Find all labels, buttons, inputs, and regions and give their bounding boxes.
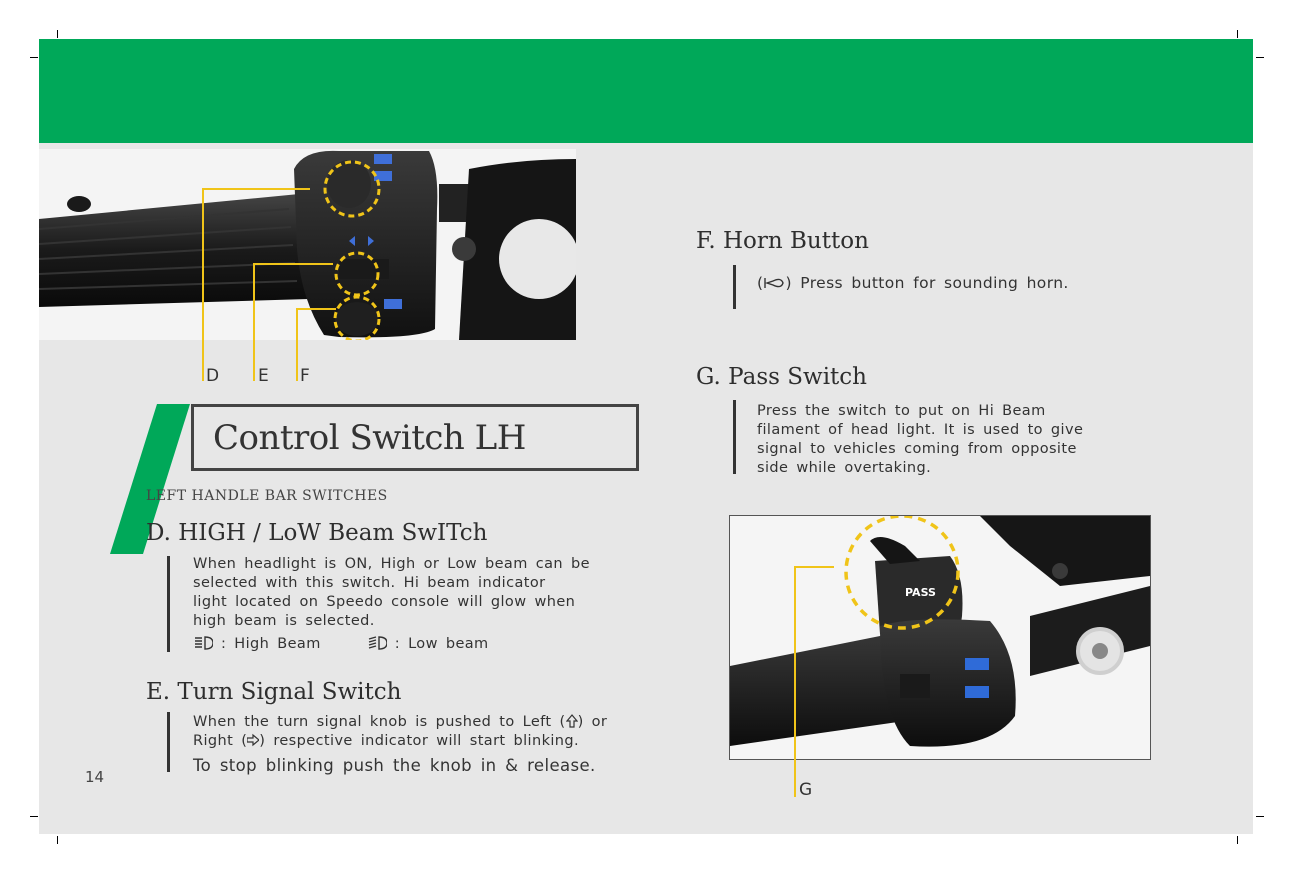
page-number: 14 bbox=[85, 768, 105, 786]
text-bar-d bbox=[167, 556, 170, 652]
text-bar-f bbox=[733, 265, 736, 309]
heading-e: E. Turn Signal Switch bbox=[146, 679, 402, 705]
header-green-bar bbox=[39, 39, 1253, 143]
horn-paren-open: ( bbox=[757, 274, 764, 292]
heading-d: D. HIGH / LoW Beam SwITch bbox=[146, 520, 488, 546]
section-e-text-part: Right ( bbox=[193, 733, 248, 749]
horn-icon bbox=[763, 276, 785, 290]
low-beam-label: : Low beam bbox=[394, 636, 489, 652]
section-e-line: To stop blinking push the knob in & release. bbox=[193, 756, 596, 775]
callout-line-f-h bbox=[296, 308, 336, 310]
section-e-text-part: When the turn signal knob is pushed to Left ( bbox=[193, 714, 566, 730]
pass-switch-photo bbox=[729, 515, 1151, 760]
callout-label-f: F bbox=[300, 366, 310, 386]
section-f-text bbox=[757, 274, 1069, 293]
high-beam-label: : High Beam bbox=[221, 636, 321, 652]
callout-label-e: E bbox=[258, 366, 269, 386]
left-arrow-icon bbox=[566, 714, 578, 728]
section-g-text bbox=[757, 402, 1083, 478]
section-g-line: side while overtaking. bbox=[757, 460, 932, 476]
crop-mark bbox=[57, 30, 58, 38]
section-d-line: selected with this switch. Hi beam indicator bbox=[193, 575, 546, 591]
section-g-line: Press the switch to put on Hi Beam bbox=[757, 403, 1046, 419]
callout-line-d-h bbox=[202, 188, 310, 190]
callout-line-e-h bbox=[253, 263, 333, 265]
section-g-line: filament of head light. It is used to give bbox=[757, 422, 1084, 438]
text-bar-g bbox=[733, 400, 736, 474]
section-g-line: signal to vehicles coming from opposite bbox=[757, 441, 1077, 457]
handlebar-switch-photo bbox=[39, 149, 576, 340]
callout-label-g: G bbox=[799, 780, 813, 800]
crop-mark bbox=[57, 836, 58, 844]
crop-mark bbox=[1256, 57, 1264, 58]
callout-line-d bbox=[202, 189, 204, 381]
crop-mark bbox=[1256, 816, 1264, 817]
horn-description: Press button for sounding horn. bbox=[800, 274, 1069, 292]
crop-mark bbox=[30, 816, 38, 817]
heading-f: F. Horn Button bbox=[696, 228, 869, 254]
section-e-text-part: ) or bbox=[577, 714, 608, 730]
section-d-line: When headlight is ON, High or Low beam can be bbox=[193, 556, 590, 572]
section-e-line bbox=[193, 713, 607, 732]
heading-g: G. Pass Switch bbox=[696, 364, 867, 390]
section-subtitle: LEFT HANDLE BAR SWITCHES bbox=[146, 488, 388, 504]
callout-label-d: D bbox=[206, 366, 220, 386]
section-e-text bbox=[193, 713, 607, 775]
callout-line-g bbox=[794, 567, 796, 797]
callout-line-g-h bbox=[794, 566, 834, 568]
beam-legend bbox=[193, 635, 590, 654]
crop-mark bbox=[1237, 30, 1238, 38]
crop-mark bbox=[1237, 836, 1238, 844]
pass-label: PASS bbox=[905, 586, 936, 599]
section-d-line: light located on Speedo console will glow when bbox=[193, 594, 576, 610]
section-d-text bbox=[193, 555, 590, 654]
low-beam-icon bbox=[367, 635, 387, 651]
page-title: Control Switch LH bbox=[213, 418, 526, 458]
section-e-line bbox=[193, 732, 607, 751]
callout-line-e bbox=[253, 264, 255, 381]
text-bar-e bbox=[167, 712, 170, 772]
horn-paren-close: ) bbox=[785, 274, 792, 292]
section-d-line: high beam is selected. bbox=[193, 613, 375, 629]
crop-mark bbox=[30, 57, 38, 58]
right-arrow-icon bbox=[247, 733, 259, 747]
high-beam-icon bbox=[193, 635, 213, 651]
callout-line-f bbox=[296, 309, 298, 381]
section-e-text-part: ) respective indicator will start blinking. bbox=[259, 733, 580, 749]
